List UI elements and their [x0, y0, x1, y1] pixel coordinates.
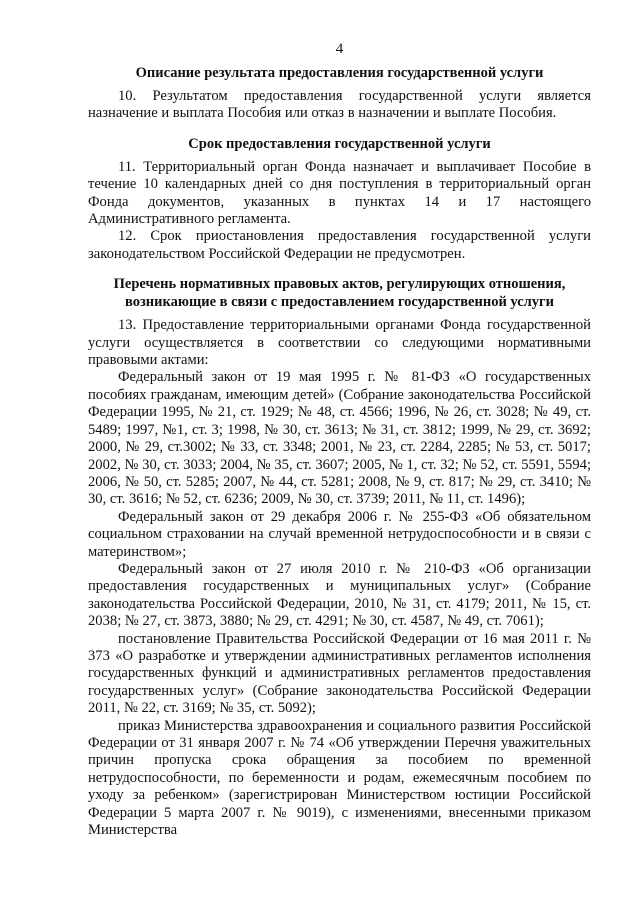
- section-heading-legal-acts: Перечень нормативных правовых актов, регулирующих отношения, возникающие в связи с предоставлением государственной услуги: [113, 276, 566, 311]
- page-number: 4: [335, 41, 344, 57]
- legal-act-government-decree-373: постановление Правительства Российской Федерации от 16 мая 2011 г. № 373 «О разработке и утверждении административных регламентов исполнения государственных функций и административных регламентов предоставления государственных услуг» (Собрание законодательства Российской Федерации 2011, № 22, ст. 3169; № 35, ст. 5092);: [88, 630, 591, 717]
- document-page: [88, 40, 591, 839]
- legal-act-ministry-order-74: приказ Министерства здравоохранения и социального развития Российской Федерации от 31 января 2007 г. № 74 «Об утверждении Перечня уважительных причин пропуска срока обращения за пособием по временной нетрудоспособности, по беременности и родам, ежемесячным пособием по уходу за ребенком» (зарегистрирован Министерством юстиции Российской Федерации 5 марта 2007 г. № 9019), с изменениями, внесенными приказом Министерства: [88, 717, 591, 839]
- paragraph-13: 13. Предоставление территориальными органами Фонда государственной услуги осуществляется в соответствии со следующими нормативными правовыми актами:: [88, 317, 591, 369]
- legal-act-federal-law-210: Федеральный закон от 27 июля 2010 г. № 210-ФЗ «Об организации предоставления государственных и муниципальных услуг» (Собрание законодательства Российской Федерации, 2010, № 31, ст. 4179; 2011, № 15, ст. 2038; № 27, ст. 3873, 3880; № 29, ст. 4291; № 30, ст. 4587, № 49, ст. 7061);: [88, 560, 591, 630]
- paragraph-12: 12. Срок приостановления предоставления государственной услуги законодательством Российской Федерации не предусмотрен.: [88, 228, 591, 262]
- spacer: [88, 263, 591, 275]
- section-heading-term: Срок предоставления государственной услуги: [188, 135, 491, 152]
- legal-act-federal-law-81: Федеральный закон от 19 мая 1995 г. № 81-ФЗ «О государственных пособиях гражданам, имеющим детей» (Собрание законодательства Российской Федерации 1995, № 21, ст. 1929; № 48, ст. 4566; 1996, № 26, ст. 3028; № 49, ст. 5489; 1997, №1, ст. 3; 1998, № 30, ст. 3613; № 31, ст. 3812; 1999, № 29, ст. 3692; 2000, № 29, ст.3002; № 33, ст. 3348; 2001, № 23, ст. 2284, 2285; № 53, ст. 5017; 2002, № 30, ст. 3033; 2004, № 35, ст. 3607; 2005, № 1, ст. 32; № 52, ст. 5591, 5594; 2006, № 50, ст. 5285; 2007, № 44, ст. 5281; 2008, № 9, ст. 817; № 29, ст. 3410; № 30, ст. 3616; № 52, ст. 6236; 2009, № 30, ст. 3739; 2011, № 11, ст. 1496);: [88, 369, 591, 508]
- paragraph-10: 10. Результатом предоставления государственной услуги является назначение и выплата Пособия или отказ в назначении и выплате Пособия.: [88, 88, 591, 122]
- spacer: [88, 123, 591, 135]
- legal-act-federal-law-255: Федеральный закон от 29 декабря 2006 г. № 255-ФЗ «Об обязательном социальном страховании на случай временной нетрудоспособности и в связи с материнством»;: [88, 508, 591, 560]
- paragraph-11: 11. Территориальный орган Фонда назначает и выплачивает Пособие в течение 10 календарных дней со дня поступления в территориальный орган Фонда документов, указанных в пунктах 14 и 17 настоящего Административного регламента.: [88, 158, 591, 228]
- section-heading-result: Описание результата предоставления государственной услуги: [135, 65, 544, 81]
